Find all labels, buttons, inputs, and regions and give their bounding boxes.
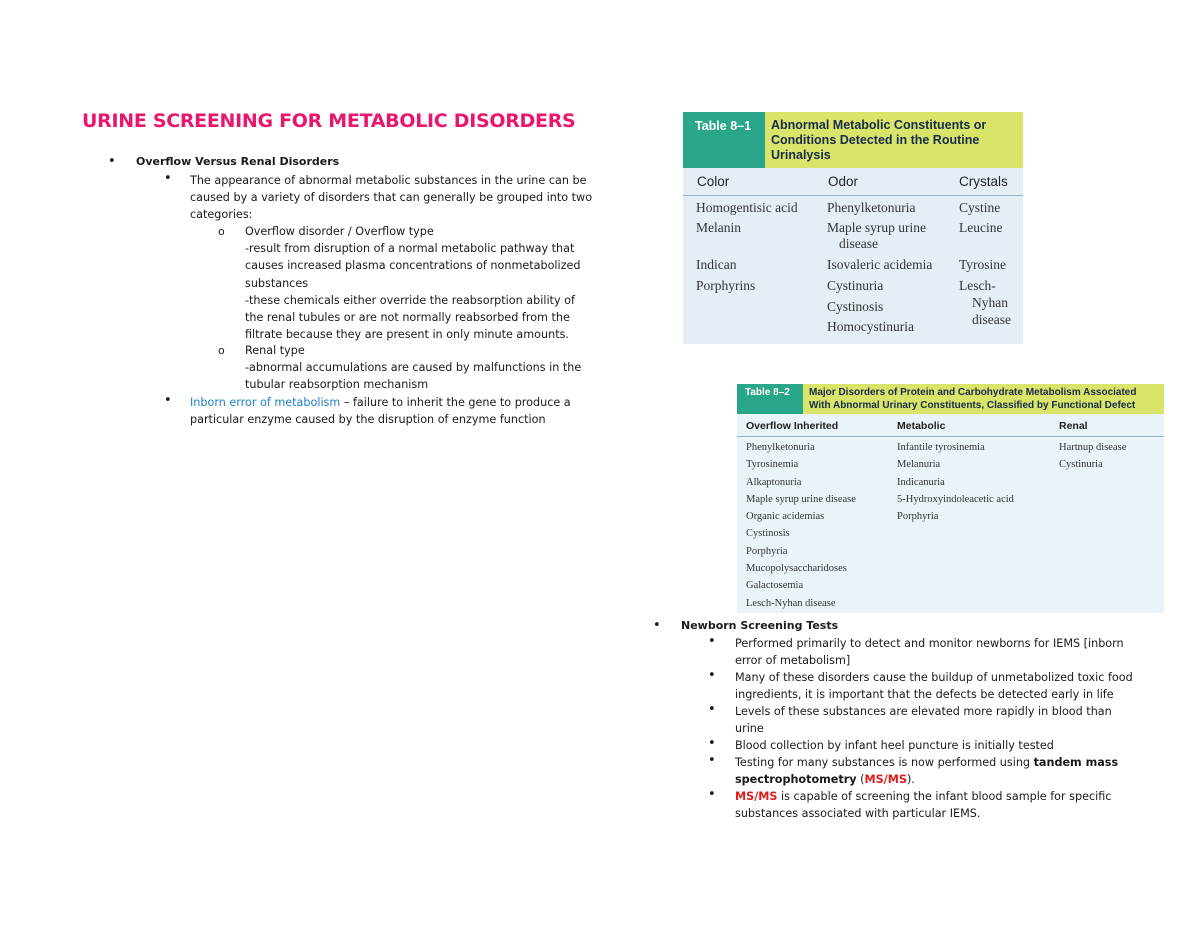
overflow-line: substances (245, 276, 309, 290)
newborn-item-tandem (735, 754, 1118, 788)
renal-line: -abnormal accumulations are caused by malfunctions in the (245, 361, 582, 375)
newborn-item-msms (735, 788, 1111, 822)
newborn-line: Blood collection by infant heel puncture is initially tested (735, 739, 1054, 752)
table-cell: Lesch- (959, 278, 996, 293)
table-cell: Alkaptonuria (746, 476, 802, 488)
table-number: Table 8–1 (683, 112, 765, 168)
sub-bullet-icon: • (708, 702, 716, 717)
table-title: Major Disorders of Protein and Carbohydrate Metabolism Associated With Abnormal Urinary Constituents, Classified by Functional Defect (803, 384, 1164, 414)
sub-bullet-icon: • (708, 736, 716, 751)
table-cell: Maple syrup urine (827, 220, 926, 235)
table-cell: Cystinuria (827, 278, 884, 293)
tandem-term: tandem mass (1033, 756, 1119, 769)
table-cell: Nyhan (972, 295, 1008, 310)
overflow-inherited-column (746, 439, 856, 612)
inborn-error-definition: – failure to inherit the gene to produce a (340, 396, 571, 409)
table-8-1 (683, 112, 1023, 344)
table-cell: Cystinosis (827, 299, 884, 314)
intro-paragraph (190, 172, 592, 224)
column-header-color: Color (697, 174, 730, 189)
table-cell: Indican (696, 257, 737, 272)
table-cell: Melanuria (897, 459, 941, 471)
table-cell: Mucopolysaccharidoses (746, 563, 847, 575)
tandem-open: ( (856, 773, 865, 787)
column-header-metabolic: Metabolic (897, 420, 946, 432)
overflow-type-block (245, 223, 580, 343)
renal-type-block (245, 342, 581, 394)
inborn-error-block (190, 394, 571, 428)
sub-bullet-icon: • (708, 634, 716, 649)
table-cell: disease (972, 312, 1011, 327)
sub-bullet-icon: • (708, 787, 716, 802)
sub-bullet-icon: • (708, 668, 716, 683)
table-cell: Homocystinuria (827, 319, 914, 334)
sub-bullet-icon: • (708, 753, 716, 768)
metabolic-column (897, 439, 1014, 525)
table-cell: Phenylketonuria (746, 442, 815, 453)
tandem-term: spectrophotometry (735, 773, 857, 787)
bullet-icon: • (653, 618, 661, 633)
tandem-text: Testing for many substances is now performed using (735, 756, 1034, 769)
renal-type-label: Renal type (245, 344, 305, 357)
tandem-close: ). (906, 773, 915, 787)
renal-line: tubular reabsorption mechanism (245, 378, 429, 392)
table-cell: Organic acidemias (746, 511, 825, 523)
sub-bullet-icon: • (164, 171, 172, 186)
inborn-error-line: particular enzyme caused by the disruption of enzyme function (190, 413, 546, 427)
table-title: Abnormal Metabolic Constituents or Conditions Detected in the Routine Urinalysis (765, 112, 1023, 168)
table-cell: Tyrosine (959, 257, 1007, 272)
table-cell: Infantile tyrosinemia (897, 442, 985, 453)
newborn-line: Performed primarily to detect and monitor newborns for IEMS [inborn (735, 637, 1124, 650)
table-cell: Homogentisic acid (696, 200, 798, 215)
table-cell: Porphyrins (696, 278, 756, 293)
table-cell: Porphyria (746, 545, 788, 557)
msms-line: substances associated with particular IEMS. (735, 807, 981, 821)
overflow-line: the renal tubules or are not normally reabsorbed from the (245, 311, 570, 325)
section-heading-newborn: Newborn Screening Tests (681, 619, 839, 632)
intro-line: caused by a variety of disorders that can generally be grouped into two (190, 191, 593, 205)
intro-line: categories: (190, 208, 253, 222)
table-number: Table 8–2 (737, 384, 803, 414)
newborn-item (735, 669, 1133, 703)
msms-abbrev: MS/MS (735, 790, 778, 803)
table-cell: Cystinuria (1059, 459, 1103, 471)
newborn-line: ingredients, it is important that the defects be detected early in life (735, 688, 1114, 702)
column-header-overflow-inherited: Overflow Inherited (746, 420, 839, 432)
table-cell: Isovaleric acidemia (827, 257, 933, 272)
newborn-line: Levels of these substances are elevated more rapidly in blood than (735, 705, 1112, 718)
column-header-odor: Odor (828, 174, 859, 189)
table-cell: Leucine (959, 220, 1003, 235)
section-heading-overflow-renal: Overflow Versus Renal Disorders (136, 155, 340, 168)
newborn-item (735, 703, 1112, 737)
overflow-line: -these chemicals either override the reabsorption ability of (245, 293, 575, 307)
sub-bullet-icon: • (164, 393, 172, 408)
newborn-item (735, 635, 1124, 669)
page-title: URINE SCREENING FOR METABOLIC DISORDERS (82, 110, 576, 132)
circle-bullet-icon: o (218, 225, 225, 238)
header-divider (683, 195, 1023, 196)
inborn-error-term: Inborn error of metabolism (190, 396, 341, 409)
intro-line: The appearance of abnormal metabolic substances in the urine can be (190, 174, 587, 187)
newborn-line: urine (735, 722, 764, 736)
overflow-line: -result from disruption of a normal metabolic pathway that (245, 242, 575, 256)
table-cell: Phenylketonuria (827, 200, 916, 215)
table-cell: Cystine (959, 200, 1001, 215)
table-cell: Lesch-Nyhan disease (746, 597, 836, 609)
bullet-icon: • (108, 154, 116, 169)
table-cell: Porphyria (897, 511, 939, 523)
table-cell: Galactosemia (746, 580, 804, 592)
table-cell: Tyrosinemia (746, 459, 799, 471)
msms-abbrev: MS/MS (864, 773, 907, 787)
newborn-item (735, 737, 1054, 754)
table-cell: Melanin (696, 220, 741, 235)
renal-column (1059, 439, 1126, 474)
overflow-line: causes increased plasma concentrations of nonmetabolized (245, 259, 581, 273)
table-cell: Maple syrup urine disease (746, 493, 856, 505)
table-cell: Indicanuria (897, 476, 945, 488)
table-cell: Cystinosis (746, 528, 790, 540)
table-cell: 5-Hydroxyindoleacetic acid (897, 493, 1014, 505)
table-8-2 (737, 384, 1164, 613)
header-divider (737, 436, 1164, 437)
newborn-line: Many of these disorders cause the buildup of unmetabolized toxic food (735, 671, 1133, 684)
overflow-type-label: Overflow disorder / Overflow type (245, 225, 434, 238)
table-cell: disease (839, 236, 878, 251)
newborn-line: error of metabolism] (735, 654, 851, 668)
column-header-crystals: Crystals (959, 174, 1008, 189)
table-cell: Hartnup disease (1059, 442, 1127, 453)
column-header-renal: Renal (1059, 420, 1088, 432)
msms-text: is capable of screening the infant blood sample for specific (777, 790, 1112, 803)
circle-bullet-icon: o (218, 344, 225, 357)
overflow-line: filtrate because they are present in only minute amounts. (245, 328, 569, 342)
